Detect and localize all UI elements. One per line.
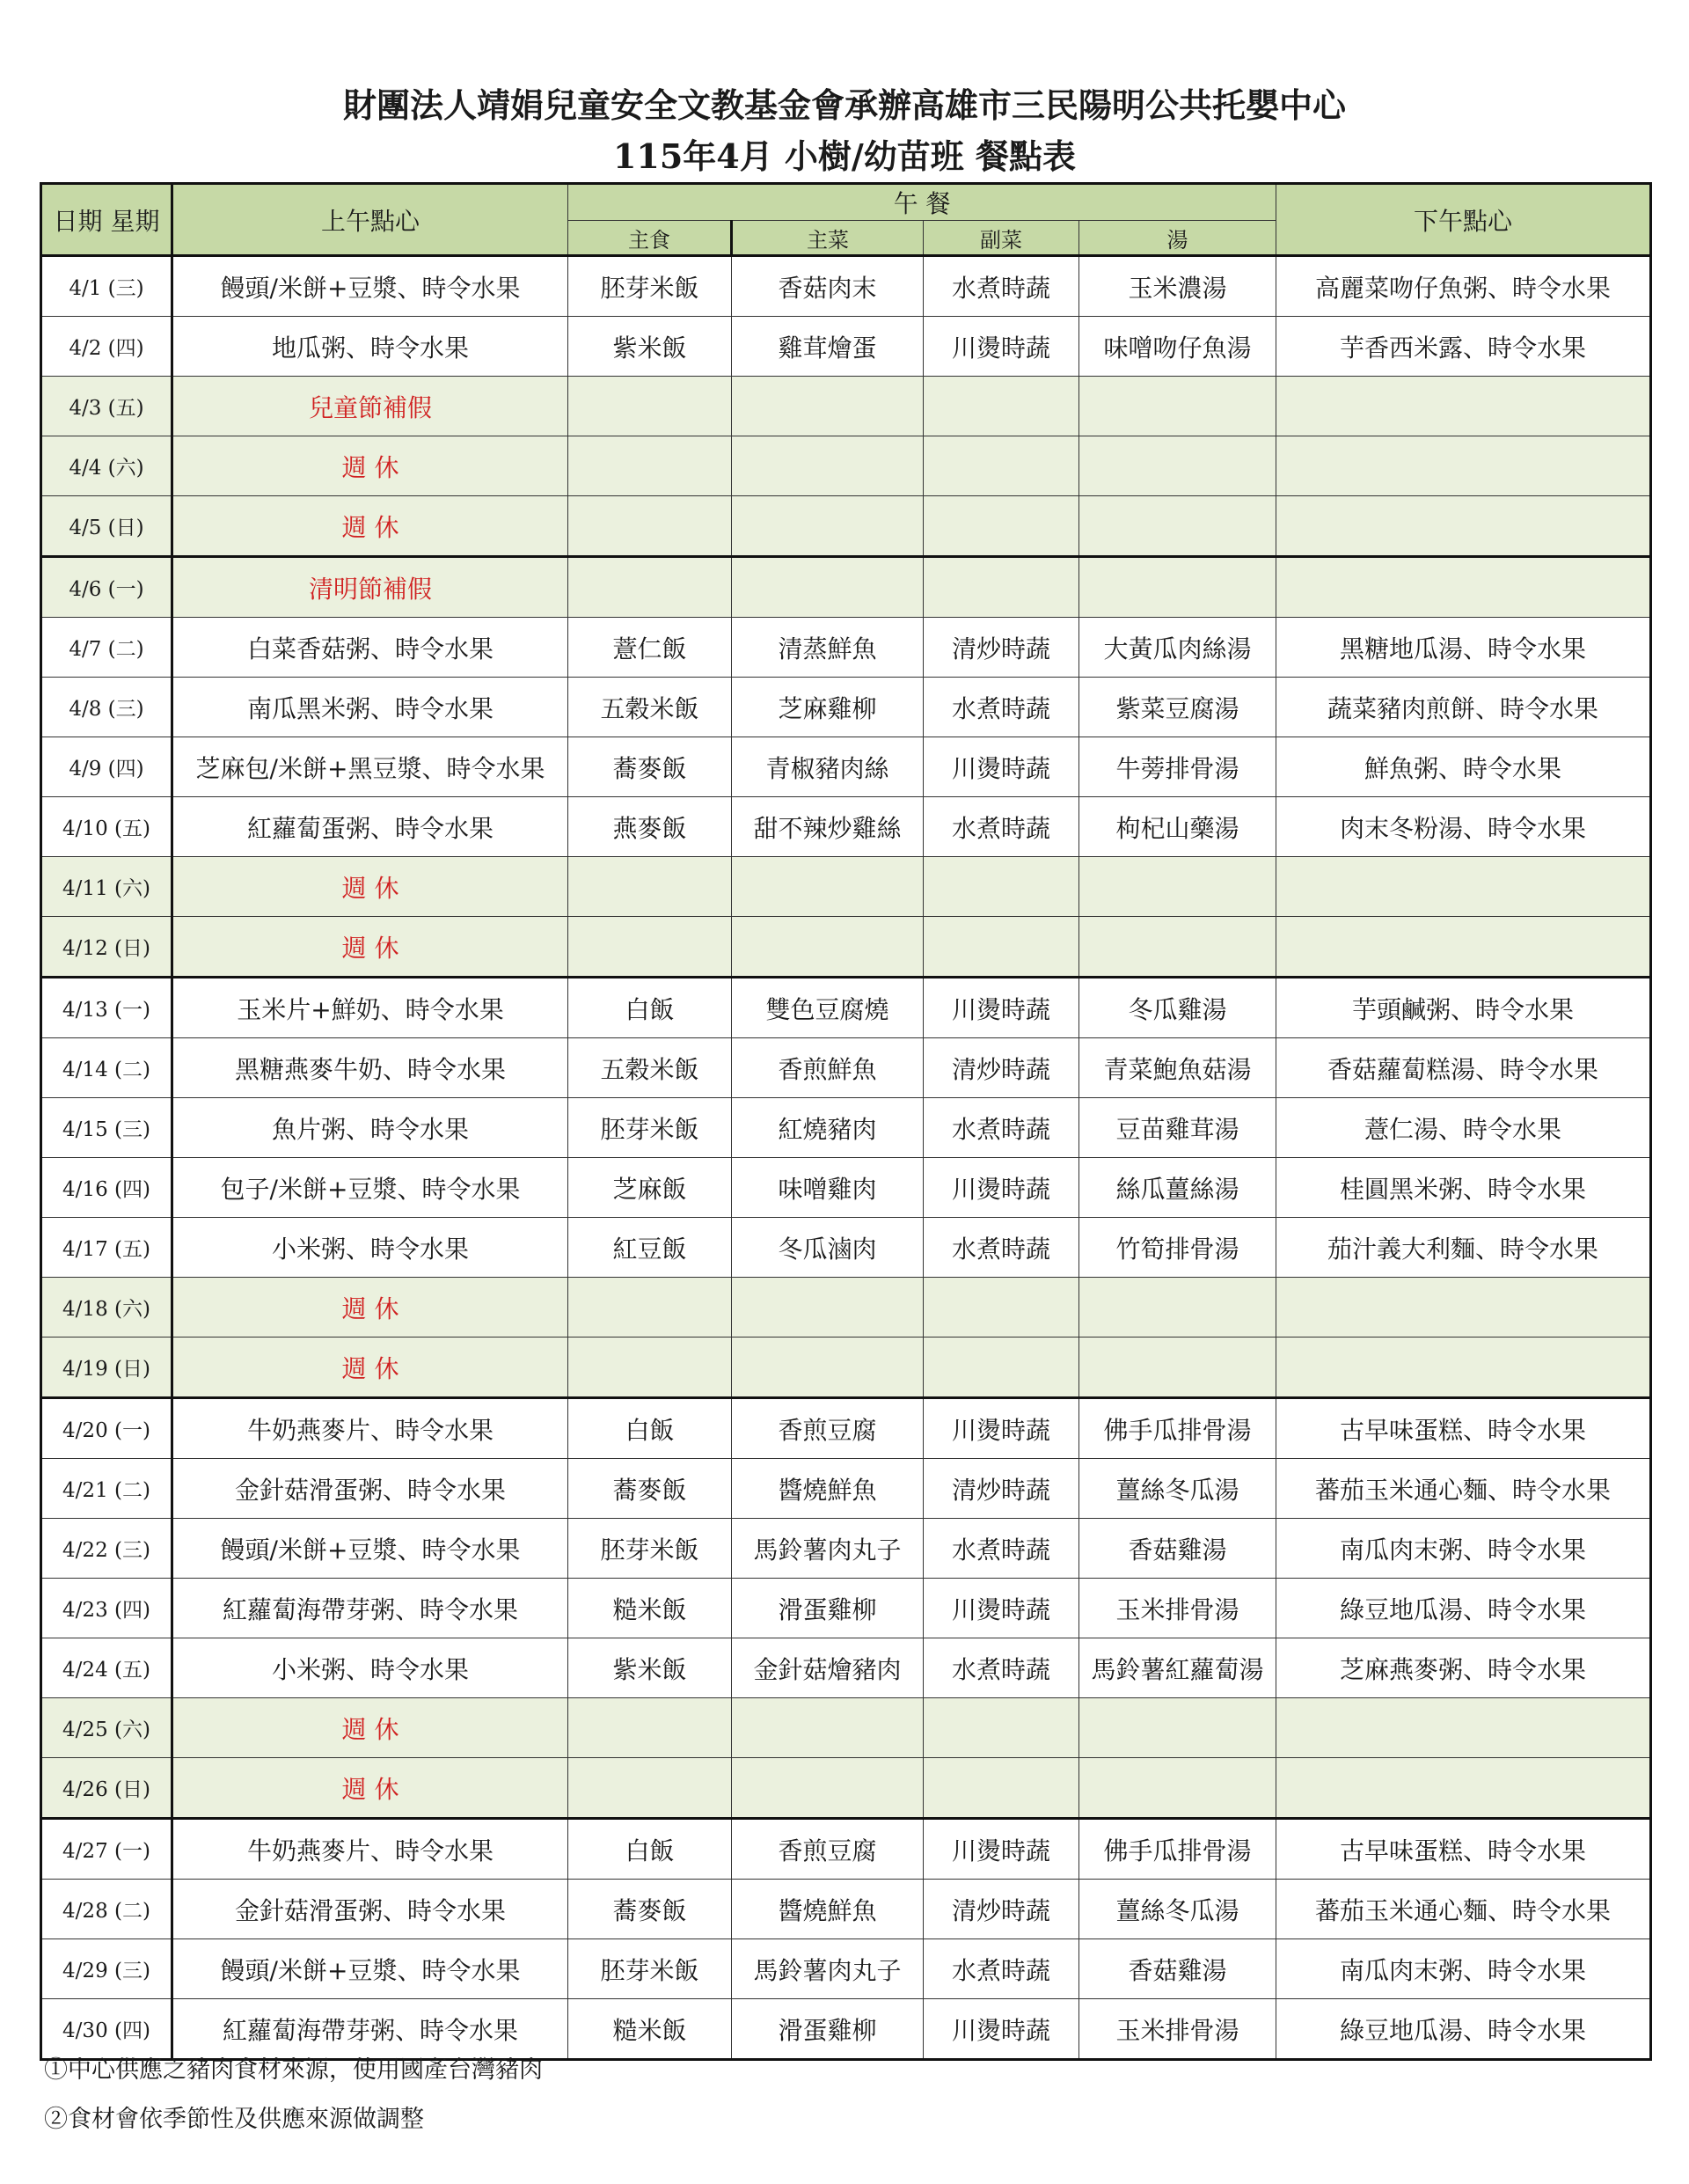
row-side-dish: 川燙時蔬 — [924, 1579, 1079, 1638]
row-staple: 紫米飯 — [568, 1638, 732, 1698]
row-morning-snack: 週 休 — [172, 857, 568, 917]
row-staple — [568, 1278, 732, 1338]
row-main-dish — [732, 1758, 924, 1819]
row-side-dish — [924, 557, 1079, 618]
row-afternoon-snack: 蔬菜豬肉煎餅、時令水果 — [1276, 678, 1651, 737]
row-main-dish: 清蒸鮮魚 — [732, 618, 924, 678]
row-main-dish: 紅燒豬肉 — [732, 1098, 924, 1158]
row-main-dish: 雞茸燴蛋 — [732, 317, 924, 377]
row-morning-snack: 紅蘿蔔海帶芽粥、時令水果 — [172, 1579, 568, 1638]
row-soup: 香菇雞湯 — [1079, 1519, 1276, 1579]
table-row — [41, 436, 1651, 496]
row-morning-snack: 週 休 — [172, 1698, 568, 1758]
row-afternoon-snack: 芝麻燕麥粥、時令水果 — [1276, 1638, 1651, 1698]
row-main-dish: 香煎豆腐 — [732, 1819, 924, 1880]
row-main-dish: 滑蛋雞柳 — [732, 1999, 924, 2060]
row-date: 4/24 (五) — [41, 1638, 172, 1698]
row-side-dish: 川燙時蔬 — [924, 1999, 1079, 2060]
row-soup — [1079, 496, 1276, 557]
table-row — [41, 1398, 1651, 1459]
row-morning-snack: 週 休 — [172, 1758, 568, 1819]
row-staple: 胚芽米飯 — [568, 1098, 732, 1158]
table-row — [41, 1459, 1651, 1519]
table-row — [41, 978, 1651, 1038]
row-main-dish — [732, 377, 924, 436]
row-morning-snack: 金針菇滑蛋粥、時令水果 — [172, 1880, 568, 1939]
row-main-dish: 馬鈴薯肉丸子 — [732, 1519, 924, 1579]
row-morning-snack: 包子/米餅+豆漿、時令水果 — [172, 1158, 568, 1218]
row-date: 4/2 (四) — [41, 317, 172, 377]
table-row — [41, 377, 1651, 436]
row-soup: 枸杞山藥湯 — [1079, 797, 1276, 857]
row-main-dish: 芝麻雞柳 — [732, 678, 924, 737]
row-staple — [568, 1758, 732, 1819]
row-main-dish: 金針菇燴豬肉 — [732, 1638, 924, 1698]
row-main-dish: 香煎豆腐 — [732, 1398, 924, 1459]
table-row — [41, 1939, 1651, 1999]
row-main-dish: 醬燒鮮魚 — [732, 1459, 924, 1519]
meal-table — [40, 182, 1652, 2061]
row-main-dish — [732, 496, 924, 557]
row-date: 4/15 (三) — [41, 1098, 172, 1158]
row-soup: 玉米排骨湯 — [1079, 1579, 1276, 1638]
row-afternoon-snack: 薏仁湯、時令水果 — [1276, 1098, 1651, 1158]
row-main-dish — [732, 436, 924, 496]
row-date: 4/10 (五) — [41, 797, 172, 857]
row-afternoon-snack: 黑糖地瓜湯、時令水果 — [1276, 618, 1651, 678]
row-staple — [568, 1698, 732, 1758]
row-main-dish — [732, 1278, 924, 1338]
row-soup: 薑絲冬瓜湯 — [1079, 1880, 1276, 1939]
row-main-dish: 甜不辣炒雞絲 — [732, 797, 924, 857]
table-row — [41, 1218, 1651, 1278]
page-title: 財團法人靖娟兒童安全文教基金會承辦高雄市三民陽明公共托嬰中心 — [342, 85, 1346, 125]
row-main-dish: 青椒豬肉絲 — [732, 737, 924, 797]
row-side-dish: 川燙時蔬 — [924, 1158, 1079, 1218]
row-afternoon-snack — [1276, 1698, 1651, 1758]
row-afternoon-snack — [1276, 1758, 1651, 1819]
table-row — [41, 618, 1651, 678]
row-afternoon-snack — [1276, 496, 1651, 557]
row-afternoon-snack: 香菇蘿蔔糕湯、時令水果 — [1276, 1038, 1651, 1098]
row-afternoon-snack: 綠豆地瓜湯、時令水果 — [1276, 1999, 1651, 2060]
row-morning-snack: 週 休 — [172, 436, 568, 496]
row-morning-snack: 清明節補假 — [172, 557, 568, 618]
row-date: 4/21 (二) — [41, 1459, 172, 1519]
row-afternoon-snack: 肉末冬粉湯、時令水果 — [1276, 797, 1651, 857]
row-soup: 青菜鮑魚菇湯 — [1079, 1038, 1276, 1098]
row-afternoon-snack — [1276, 1338, 1651, 1398]
row-main-dish: 滑蛋雞柳 — [732, 1579, 924, 1638]
row-date: 4/20 (一) — [41, 1398, 172, 1459]
row-staple: 燕麥飯 — [568, 797, 732, 857]
row-date: 4/26 (日) — [41, 1758, 172, 1819]
row-soup — [1079, 1758, 1276, 1819]
row-soup — [1079, 1698, 1276, 1758]
row-side-dish: 川燙時蔬 — [924, 1398, 1079, 1459]
row-date: 4/5 (日) — [41, 496, 172, 557]
row-main-dish: 馬鈴薯肉丸子 — [732, 1939, 924, 1999]
table-row — [41, 797, 1651, 857]
row-date: 4/17 (五) — [41, 1218, 172, 1278]
row-main-dish: 醬燒鮮魚 — [732, 1880, 924, 1939]
row-morning-snack: 饅頭/米餅+豆漿、時令水果 — [172, 1519, 568, 1579]
row-side-dish: 水煮時蔬 — [924, 678, 1079, 737]
row-side-dish: 清炒時蔬 — [924, 618, 1079, 678]
row-morning-snack: 週 休 — [172, 1278, 568, 1338]
row-staple — [568, 557, 732, 618]
row-morning-snack: 週 休 — [172, 496, 568, 557]
row-staple: 薏仁飯 — [568, 618, 732, 678]
row-afternoon-snack: 高麗菜吻仔魚粥、時令水果 — [1276, 256, 1651, 317]
row-staple — [568, 496, 732, 557]
row-morning-snack: 魚片粥、時令水果 — [172, 1098, 568, 1158]
row-main-dish: 味噌雞肉 — [732, 1158, 924, 1218]
table-row — [41, 1038, 1651, 1098]
row-afternoon-snack — [1276, 557, 1651, 618]
header-morning-snack: 上午點心 — [172, 184, 568, 256]
row-soup: 玉米排骨湯 — [1079, 1999, 1276, 2060]
row-staple: 五穀米飯 — [568, 1038, 732, 1098]
row-date: 4/4 (六) — [41, 436, 172, 496]
table-row — [41, 1338, 1651, 1398]
row-date: 4/23 (四) — [41, 1579, 172, 1638]
row-date: 4/27 (一) — [41, 1819, 172, 1880]
row-date: 4/14 (二) — [41, 1038, 172, 1098]
table-row — [41, 737, 1651, 797]
footnotes — [44, 2046, 543, 2144]
row-soup — [1079, 436, 1276, 496]
table-row — [41, 256, 1651, 317]
row-afternoon-snack: 芋頭鹹粥、時令水果 — [1276, 978, 1651, 1038]
table-body — [41, 256, 1651, 2060]
table-row — [41, 1579, 1651, 1638]
row-side-dish: 清炒時蔬 — [924, 1880, 1079, 1939]
row-afternoon-snack: 鮮魚粥、時令水果 — [1276, 737, 1651, 797]
table-row — [41, 1098, 1651, 1158]
row-staple: 糙米飯 — [568, 1579, 732, 1638]
row-morning-snack: 紅蘿蔔海帶芽粥、時令水果 — [172, 1999, 568, 2060]
row-morning-snack: 玉米片+鮮奶、時令水果 — [172, 978, 568, 1038]
row-side-dish — [924, 1278, 1079, 1338]
row-main-dish — [732, 557, 924, 618]
row-staple — [568, 857, 732, 917]
row-afternoon-snack: 南瓜肉末粥、時令水果 — [1276, 1519, 1651, 1579]
row-afternoon-snack: 綠豆地瓜湯、時令水果 — [1276, 1579, 1651, 1638]
row-morning-snack: 兒童節補假 — [172, 377, 568, 436]
table-row — [41, 917, 1651, 978]
table-row — [41, 1758, 1651, 1819]
row-soup — [1079, 1278, 1276, 1338]
row-date: 4/16 (四) — [41, 1158, 172, 1218]
row-morning-snack: 黑糖燕麥牛奶、時令水果 — [172, 1038, 568, 1098]
row-date: 4/12 (日) — [41, 917, 172, 978]
row-main-dish — [732, 857, 924, 917]
row-date: 4/11 (六) — [41, 857, 172, 917]
row-staple — [568, 377, 732, 436]
row-date: 4/22 (三) — [41, 1519, 172, 1579]
row-main-dish — [732, 917, 924, 978]
row-staple: 蕎麥飯 — [568, 1459, 732, 1519]
header-main-dish: 主菜 — [732, 221, 924, 256]
row-afternoon-snack: 古早味蛋糕、時令水果 — [1276, 1398, 1651, 1459]
header-side-dish: 副菜 — [924, 221, 1079, 256]
row-side-dish — [924, 1758, 1079, 1819]
row-side-dish: 水煮時蔬 — [924, 1638, 1079, 1698]
row-side-dish: 水煮時蔬 — [924, 1218, 1079, 1278]
row-morning-snack: 牛奶燕麥片、時令水果 — [172, 1398, 568, 1459]
row-staple — [568, 917, 732, 978]
row-afternoon-snack: 桂圓黑米粥、時令水果 — [1276, 1158, 1651, 1218]
row-main-dish: 香煎鮮魚 — [732, 1038, 924, 1098]
row-main-dish: 冬瓜滷肉 — [732, 1218, 924, 1278]
row-staple: 糙米飯 — [568, 1999, 732, 2060]
row-afternoon-snack — [1276, 857, 1651, 917]
row-side-dish: 水煮時蔬 — [924, 1098, 1079, 1158]
row-staple: 白飯 — [568, 978, 732, 1038]
table-header — [41, 184, 1651, 256]
row-afternoon-snack: 芋香西米露、時令水果 — [1276, 317, 1651, 377]
row-soup — [1079, 1338, 1276, 1398]
row-side-dish — [924, 1698, 1079, 1758]
row-side-dish — [924, 377, 1079, 436]
row-side-dish: 水煮時蔬 — [924, 1519, 1079, 1579]
footnote-seasonal: ②食材會依季節性及供應來源做調整 — [44, 2106, 424, 2133]
table-row — [41, 317, 1651, 377]
row-morning-snack: 小米粥、時令水果 — [172, 1638, 568, 1698]
row-staple: 蕎麥飯 — [568, 737, 732, 797]
row-side-dish — [924, 496, 1079, 557]
row-soup: 竹筍排骨湯 — [1079, 1218, 1276, 1278]
row-staple: 胚芽米飯 — [568, 256, 732, 317]
header-staple: 主食 — [568, 221, 732, 256]
row-morning-snack: 饅頭/米餅+豆漿、時令水果 — [172, 1939, 568, 1999]
row-staple: 五穀米飯 — [568, 678, 732, 737]
row-main-dish: 香菇肉末 — [732, 256, 924, 317]
row-side-dish — [924, 917, 1079, 978]
table-row — [41, 1638, 1651, 1698]
row-afternoon-snack: 蕃茄玉米通心麵、時令水果 — [1276, 1459, 1651, 1519]
row-date: 4/8 (三) — [41, 678, 172, 737]
row-soup: 豆苗雞茸湯 — [1079, 1098, 1276, 1158]
row-staple: 胚芽米飯 — [568, 1519, 732, 1579]
row-morning-snack: 饅頭/米餅+豆漿、時令水果 — [172, 256, 568, 317]
row-soup — [1079, 557, 1276, 618]
row-staple: 紅豆飯 — [568, 1218, 732, 1278]
row-soup — [1079, 857, 1276, 917]
row-staple: 胚芽米飯 — [568, 1939, 732, 1999]
row-main-dish: 雙色豆腐燒 — [732, 978, 924, 1038]
row-date: 4/7 (二) — [41, 618, 172, 678]
table-row — [41, 1158, 1651, 1218]
row-morning-snack: 週 休 — [172, 917, 568, 978]
row-morning-snack: 白菜香菇粥、時令水果 — [172, 618, 568, 678]
row-staple — [568, 436, 732, 496]
row-staple: 白飯 — [568, 1819, 732, 1880]
row-staple: 蕎麥飯 — [568, 1880, 732, 1939]
row-morning-snack: 地瓜粥、時令水果 — [172, 317, 568, 377]
page-subtitle: 115年4月 小樹/幼苗班 餐點表 — [612, 136, 1077, 176]
row-morning-snack: 南瓜黑米粥、時令水果 — [172, 678, 568, 737]
row-soup: 味噌吻仔魚湯 — [1079, 317, 1276, 377]
row-soup — [1079, 377, 1276, 436]
row-afternoon-snack — [1276, 1278, 1651, 1338]
table-row — [41, 1519, 1651, 1579]
row-afternoon-snack — [1276, 377, 1651, 436]
row-date: 4/1 (三) — [41, 256, 172, 317]
row-main-dish — [732, 1338, 924, 1398]
row-soup: 大黃瓜肉絲湯 — [1079, 618, 1276, 678]
row-morning-snack: 小米粥、時令水果 — [172, 1218, 568, 1278]
row-side-dish — [924, 1338, 1079, 1398]
row-soup: 牛蒡排骨湯 — [1079, 737, 1276, 797]
row-date: 4/9 (四) — [41, 737, 172, 797]
row-soup: 佛手瓜排骨湯 — [1079, 1398, 1276, 1459]
table-row — [41, 1819, 1651, 1880]
row-morning-snack: 牛奶燕麥片、時令水果 — [172, 1819, 568, 1880]
row-soup: 絲瓜薑絲湯 — [1079, 1158, 1276, 1218]
table-row — [41, 496, 1651, 557]
table-row — [41, 857, 1651, 917]
table-row — [41, 1880, 1651, 1939]
row-morning-snack: 紅蘿蔔蛋粥、時令水果 — [172, 797, 568, 857]
row-date: 4/29 (三) — [41, 1939, 172, 1999]
row-afternoon-snack: 茄汁義大利麵、時令水果 — [1276, 1218, 1651, 1278]
row-side-dish: 水煮時蔬 — [924, 256, 1079, 317]
table-row — [41, 678, 1651, 737]
row-afternoon-snack: 蕃茄玉米通心麵、時令水果 — [1276, 1880, 1651, 1939]
row-soup: 紫菜豆腐湯 — [1079, 678, 1276, 737]
header-soup: 湯 — [1079, 221, 1276, 256]
row-date: 4/30 (四) — [41, 1999, 172, 2060]
row-side-dish: 川燙時蔬 — [924, 978, 1079, 1038]
row-staple: 芝麻飯 — [568, 1158, 732, 1218]
row-soup: 香菇雞湯 — [1079, 1939, 1276, 1999]
row-side-dish: 水煮時蔬 — [924, 1939, 1079, 1999]
footnote-pork-source: ①中心供應之豬肉食材來源，使用國產台灣豬肉 — [44, 2056, 543, 2084]
row-date: 4/25 (六) — [41, 1698, 172, 1758]
row-staple: 紫米飯 — [568, 317, 732, 377]
row-afternoon-snack — [1276, 436, 1651, 496]
row-side-dish: 川燙時蔬 — [924, 317, 1079, 377]
row-morning-snack: 芝麻包/米餅+黑豆漿、時令水果 — [172, 737, 568, 797]
row-soup — [1079, 917, 1276, 978]
row-morning-snack: 週 休 — [172, 1338, 568, 1398]
table-row — [41, 557, 1651, 618]
row-date: 4/18 (六) — [41, 1278, 172, 1338]
row-soup: 玉米濃湯 — [1079, 256, 1276, 317]
row-staple: 白飯 — [568, 1398, 732, 1459]
table-row — [41, 1698, 1651, 1758]
row-soup: 薑絲冬瓜湯 — [1079, 1459, 1276, 1519]
row-side-dish: 川燙時蔬 — [924, 1819, 1079, 1880]
table-row — [41, 1278, 1651, 1338]
row-date: 4/3 (五) — [41, 377, 172, 436]
row-date: 4/13 (一) — [41, 978, 172, 1038]
row-date: 4/19 (日) — [41, 1338, 172, 1398]
row-soup: 馬鈴薯紅蘿蔔湯 — [1079, 1638, 1276, 1698]
header-afternoon-snack: 下午點心 — [1276, 184, 1651, 256]
row-side-dish: 水煮時蔬 — [924, 797, 1079, 857]
row-soup: 佛手瓜排骨湯 — [1079, 1819, 1276, 1880]
row-main-dish — [732, 1698, 924, 1758]
row-date: 4/6 (一) — [41, 557, 172, 618]
row-morning-snack: 金針菇滑蛋粥、時令水果 — [172, 1459, 568, 1519]
row-side-dish — [924, 436, 1079, 496]
row-side-dish: 川燙時蔬 — [924, 737, 1079, 797]
row-afternoon-snack — [1276, 917, 1651, 978]
row-soup: 冬瓜雞湯 — [1079, 978, 1276, 1038]
row-staple — [568, 1338, 732, 1398]
row-side-dish — [924, 857, 1079, 917]
row-afternoon-snack: 南瓜肉末粥、時令水果 — [1276, 1939, 1651, 1999]
header-date-weekday: 日期 星期 — [41, 184, 172, 256]
row-side-dish: 清炒時蔬 — [924, 1459, 1079, 1519]
row-side-dish: 清炒時蔬 — [924, 1038, 1079, 1098]
row-date: 4/28 (二) — [41, 1880, 172, 1939]
header-lunch: 午 餐 — [568, 184, 1276, 221]
row-afternoon-snack: 古早味蛋糕、時令水果 — [1276, 1819, 1651, 1880]
